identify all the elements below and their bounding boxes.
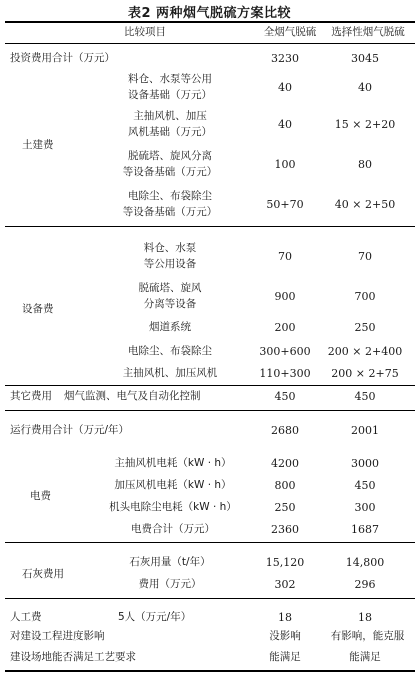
equipment-rule <box>5 385 415 386</box>
other-selective: 450 <box>354 390 376 403</box>
lime-row-2-full: 302 <box>274 578 296 591</box>
equipment-row-3-full: 200 <box>274 321 296 334</box>
equipment-row-5-item: 主抽风机、加压风机 <box>122 367 218 379</box>
civil-row-2-selective: 15 × 2+20 <box>334 118 396 131</box>
lime-row-2-item: 费用（万元） <box>138 578 202 590</box>
civil-row-4-item: 电除尘、布袋除尘 等设备基础（万元） <box>122 190 218 218</box>
civil-row-3-selective: 80 <box>358 158 372 171</box>
lime-row-1-full: 15,120 <box>265 556 305 569</box>
site-label: 建设场地能否满足工艺要求 <box>10 651 136 663</box>
civil-row-1-selective: 40 <box>358 81 372 94</box>
civil-row-1-item: 料仓、水泵等公用 设备基础（万元） <box>128 73 212 101</box>
civil-row-2-item: 主抽风机、加压 风机基础（万元） <box>128 110 212 138</box>
operating-label: 运行费用合计（万元/年） <box>10 424 130 436</box>
header-selective: 选择性烟气脱硫 <box>331 26 405 38</box>
electricity-row-3-selective: 300 <box>354 501 376 514</box>
labor-label: 人工费 <box>10 611 42 623</box>
investment-label: 投资费用合计（万元） <box>10 52 115 64</box>
electricity-row-1-item: 主抽风机电耗（kW · h） <box>114 457 232 469</box>
labor-item: 5人（万元/年） <box>118 611 192 623</box>
electricity-row-2-full: 800 <box>274 479 296 492</box>
lime-rule <box>5 598 415 599</box>
equipment-label: 设备费 <box>22 303 54 315</box>
electricity-row-4-full: 2360 <box>271 523 299 536</box>
other-item: 烟气监测、电气及自动化控制 <box>64 390 201 402</box>
lime-row-1-item: 石灰用量（t/年） <box>129 556 211 568</box>
other-label: 其它费用 <box>10 390 52 402</box>
electricity-row-4-item: 电费合计（万元） <box>131 523 215 535</box>
top-rule <box>5 21 415 23</box>
civil-row-3-item: 脱硫塔、旋风分离 等设备基础（万元） <box>122 150 218 178</box>
header-rule <box>5 43 415 44</box>
equipment-row-3-selective: 250 <box>354 321 376 334</box>
other-full: 450 <box>274 390 296 403</box>
equipment-row-2-full: 900 <box>274 290 296 303</box>
civil-label: 土建费 <box>22 139 54 151</box>
equipment-row-3-item: 烟道系统 <box>149 321 191 333</box>
electricity-row-3-full: 250 <box>274 501 296 514</box>
site-full: 能满足 <box>269 651 301 663</box>
civil-row-4-selective: 40 × 2+50 <box>334 198 396 211</box>
equipment-row-2-item: 脱硫塔、旋风 分离等设备 <box>138 282 202 310</box>
site-selective: 能满足 <box>349 651 381 663</box>
labor-selective: 18 <box>358 611 372 624</box>
equipment-row-4-full: 300+600 <box>259 345 311 358</box>
investment-full: 3230 <box>271 52 299 65</box>
electricity-row-4-selective: 1687 <box>351 523 379 536</box>
schedule-selective: 有影响，能克服 <box>330 630 405 642</box>
equipment-row-1-full: 70 <box>278 250 292 263</box>
investment-selective: 3045 <box>351 52 379 65</box>
electricity-label: 电费 <box>30 490 51 502</box>
operating-selective: 2001 <box>351 424 379 437</box>
civil-rule <box>5 226 415 227</box>
civil-row-3-full: 100 <box>274 158 296 171</box>
civil-row-4-full: 50+70 <box>266 198 304 211</box>
equipment-row-5-full: 110+300 <box>259 367 311 380</box>
equipment-row-4-item: 电除尘、布袋除尘 <box>128 345 212 357</box>
lime-label: 石灰费用 <box>22 568 64 580</box>
schedule-full: 没影响 <box>269 630 301 642</box>
other-rule <box>5 410 415 411</box>
civil-row-1-full: 40 <box>278 81 292 94</box>
header-item: 比较项目 <box>124 26 166 38</box>
electricity-rule <box>5 542 415 543</box>
electricity-row-2-item: 加压风机电耗（kW · h） <box>114 479 232 491</box>
electricity-row-1-full: 4200 <box>271 457 299 470</box>
header-full: 全烟气脱硫 <box>263 26 317 38</box>
equipment-row-4-selective: 200 × 2+400 <box>327 345 403 358</box>
equipment-row-1-selective: 70 <box>358 250 372 263</box>
civil-row-2-full: 40 <box>278 118 292 131</box>
bottom-rule <box>5 670 415 672</box>
electricity-row-2-selective: 450 <box>354 479 376 492</box>
schedule-label: 对建设工程进度影响 <box>10 630 105 642</box>
labor-full: 18 <box>278 611 292 624</box>
lime-row-2-selective: 296 <box>354 578 376 591</box>
lime-row-1-selective: 14,800 <box>345 556 385 569</box>
electricity-row-1-selective: 3000 <box>351 457 379 470</box>
equipment-row-2-selective: 700 <box>354 290 376 303</box>
electricity-row-3-item: 机头电除尘电耗（kW · h） <box>109 501 237 513</box>
table-title: 表2 两种烟气脱硫方案比较 <box>127 6 292 21</box>
equipment-row-5-selective: 200 × 2+75 <box>331 367 399 380</box>
equipment-row-1-item: 料仓、水泵 等公用设备 <box>143 242 197 270</box>
operating-full: 2680 <box>271 424 299 437</box>
